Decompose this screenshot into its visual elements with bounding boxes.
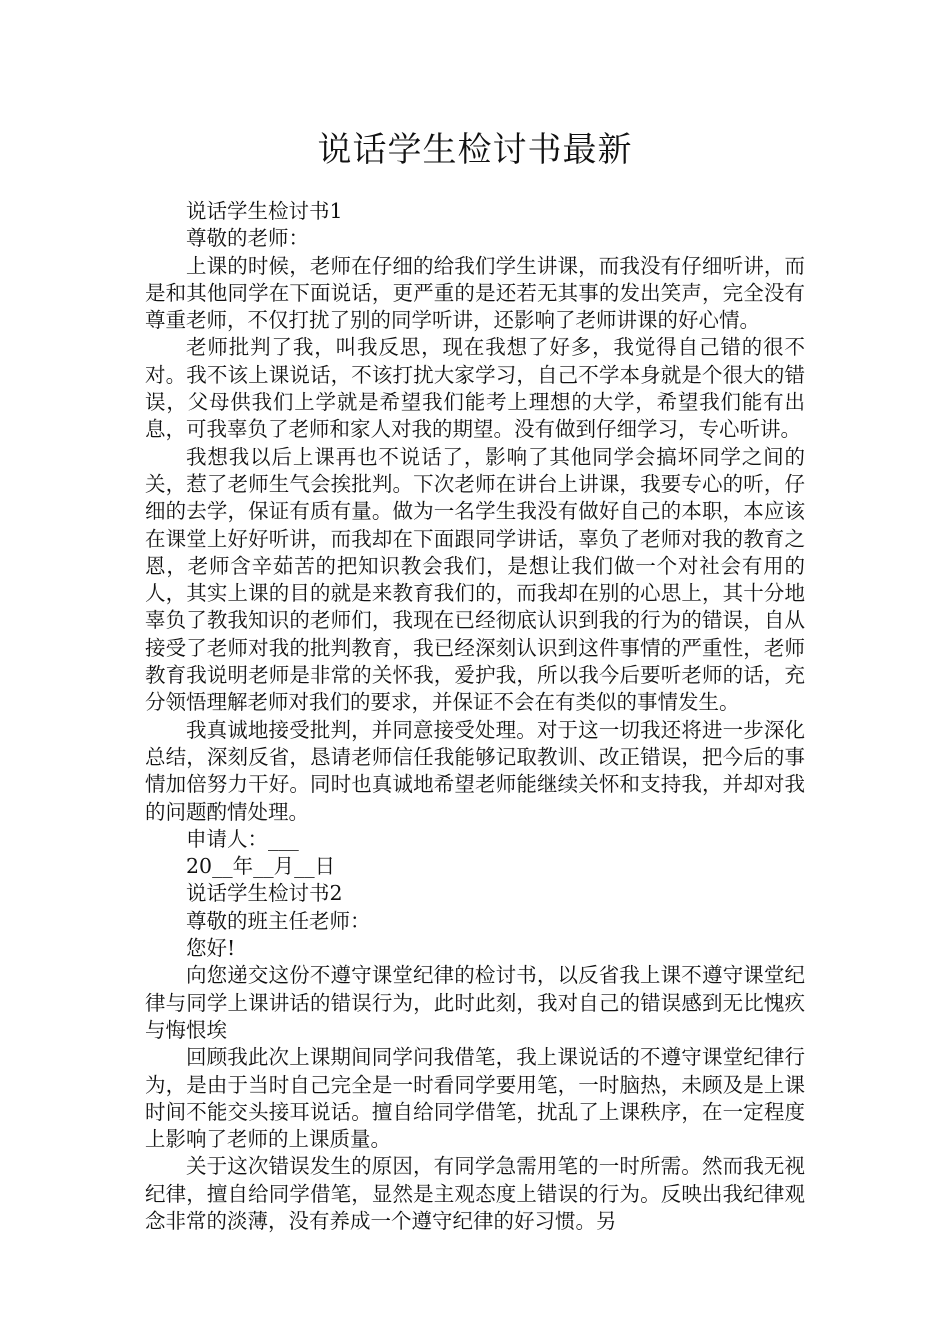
paragraph: 回顾我此次上课期间同学问我借笔，我上课说话的不遵守课堂纪律行为，是由于当时自己完全是一时看同学要用笔，一时脑热，未顾及是上课时间不能交头接耳说话。擅自给同学借笔，扰乱了上课秩序，在一定程度上影响了老师的上课质量。 [145,1045,805,1152]
salutation-1: 尊敬的老师： [186,226,309,251]
date-line: 20__年__月__日 [186,854,336,879]
paragraph: 向您递交这份不遵守课堂纪律的检讨书，以反省我上课不遵守课堂纪律与同学上课讲话的错误行为，此时此刻，我对自己的错误感到无比愧疚与悔恨埃 [145,963,805,1042]
paragraph: 上课的时候，老师在仔细的给我们学生讲课，而我没有仔细听讲，而是和其他同学在下面说话，更严重的是还若无其事的发出笑声，完全没有尊重老师，不仅打扰了别的同学听讲，还影响了老师讲课的好心情。 [145,253,805,333]
paragraph: 关于这次错误发生的原因，有同学急需用笔的一时所需。然而我无视纪律，擅自给同学借笔，显然是主观态度上错误的行为。反映出我纪律观念非常的淡薄，没有养成一个遵守纪律的好习惯。另 [145,1154,805,1233]
section-heading-2: 说话学生检讨书2 [186,881,343,906]
paragraph: 我想我以后上课再也不说话了，影响了其他同学会搞坏同学之间的关，惹了老师生气会挨批判。下次老师在讲台上讲课，我要专心的听，仔细的去学，保证有质有量。做为一名学生我没有做好自己的本职，本应该在课堂上好好听讲，而我却在下面跟同学讲话，辜负了老师对我的教育之恩，老师含辛茹苦的把知识教会我们，是想让我们做一个对社会有用的人，其实上课的目的就是来教育我们的，而我却在别的心思上，其十分地辜负了教我知识的老师们，我现在已经彻底认识到我的行为的错误，自从接受了老师对我的批判教育，我已经深刻认识到这件事情的严重性，老师教育我说明老师是非常的关怀我，爱护我，所以我今后要听老师的话，充分领悟理解老师对我们的要求，并保证不会在有类似的事情发生。 [145,444,805,715]
paragraph: 我真诚地接受批判，并同意接受处理。对于这一切我还将进一步深化总结，深刻反省，恳请老师信任我能够记取教训、改正错误，把今后的事情加倍努力干好。同时也真诚地希望老师能继续关怀和支持我，并却对我的问题酌情处理。 [145,717,805,824]
greeting-line: 您好! [186,936,236,961]
document-title: 说话学生检讨书最新 [317,130,633,170]
applicant-line: 申请人：___ [186,826,299,851]
salutation-2: 尊敬的班主任老师： [186,908,371,933]
paragraph: 老师批判了我，叫我反思，现在我想了好多，我觉得自己错的很不对。我不该上课说话，不该打扰大家学习，自己不学本身就是个很大的错误，父母供我们上学就是希望我们能考上理想的大学，希望我们能有出息，可我辜负了老师和家人对我的期望。没有做到仔细学习，专心听讲。 [145,335,805,442]
section-heading-1: 说话学生检讨书1 [186,199,343,223]
document-body [145,198,805,1235]
